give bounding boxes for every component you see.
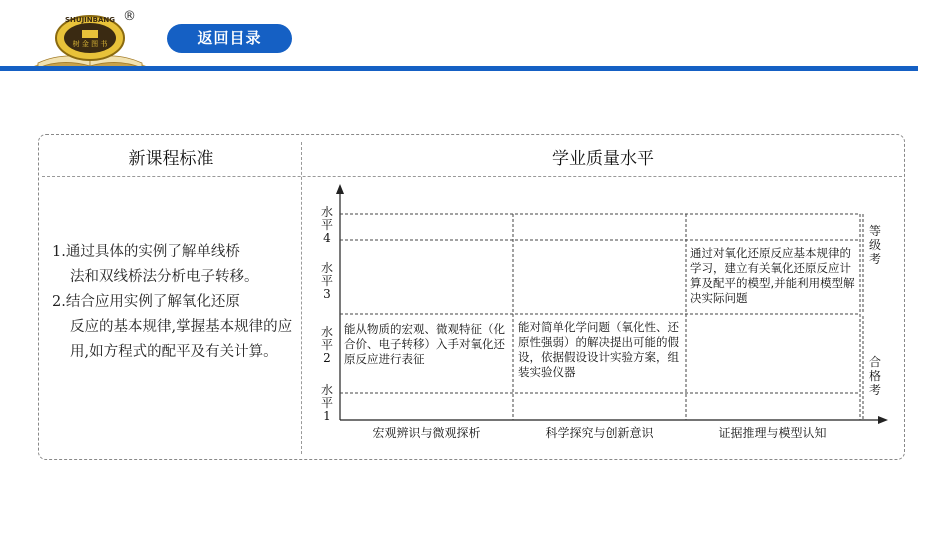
level-1-label: 水平1	[320, 383, 333, 423]
graded-exam-label: 等级考	[868, 224, 881, 266]
svg-text:树 金 图 书: 树 金 图 书	[72, 40, 108, 48]
qualifying-exam-label: 合格考	[868, 355, 881, 397]
standard-item-2: 2.结合应用实例了解氧化还原 反应的基本规律,掌握基本规律的应用,如方程式的配平及有关计算。	[52, 294, 293, 360]
level-2-label: 水平2	[320, 325, 333, 365]
cell-evidence-model: 通过对氧化还原反应基本规律的学习，建立有关氧化还原反应计算及配平的模型,并能利用模型解决实际问题	[690, 246, 855, 305]
header-row-divider	[42, 176, 902, 177]
cell-inquiry-innovation: 能对简单化学问题（氧化性、还原性强弱）的解决提出可能的假设，依据假设设计实验方案，组装实验仪器	[518, 320, 679, 379]
svg-text:SHUJINBANG: SHUJINBANG	[64, 16, 116, 24]
header-divider-bar	[0, 66, 918, 71]
new-curriculum-standard-header: 新课程标准	[128, 149, 214, 169]
level-4-label: 水平4	[320, 205, 333, 245]
category-label-evidence-model: 证据推理与模型认知	[718, 426, 827, 440]
level-3-label: 水平3	[320, 261, 333, 301]
category-label-macro-micro: 宏观辨识与微观探析	[372, 426, 481, 440]
academic-quality-level-header: 学业质量水平	[552, 149, 654, 169]
category-label-inquiry-innovation: 科学探究与创新意识	[545, 426, 654, 440]
cell-macro-micro: 能从物质的宏观、微观特征（化合价、电子转移）入手对氧化还原反应进行表征	[344, 322, 505, 366]
back-to-contents-button[interactable]: 返回目录	[167, 24, 292, 53]
standard-item-1: 1.通过具体的实例了解单线桥 法和双线桥法分析电子转移。	[52, 244, 259, 285]
standards-list	[52, 240, 297, 365]
registered-mark: ®	[123, 9, 136, 24]
